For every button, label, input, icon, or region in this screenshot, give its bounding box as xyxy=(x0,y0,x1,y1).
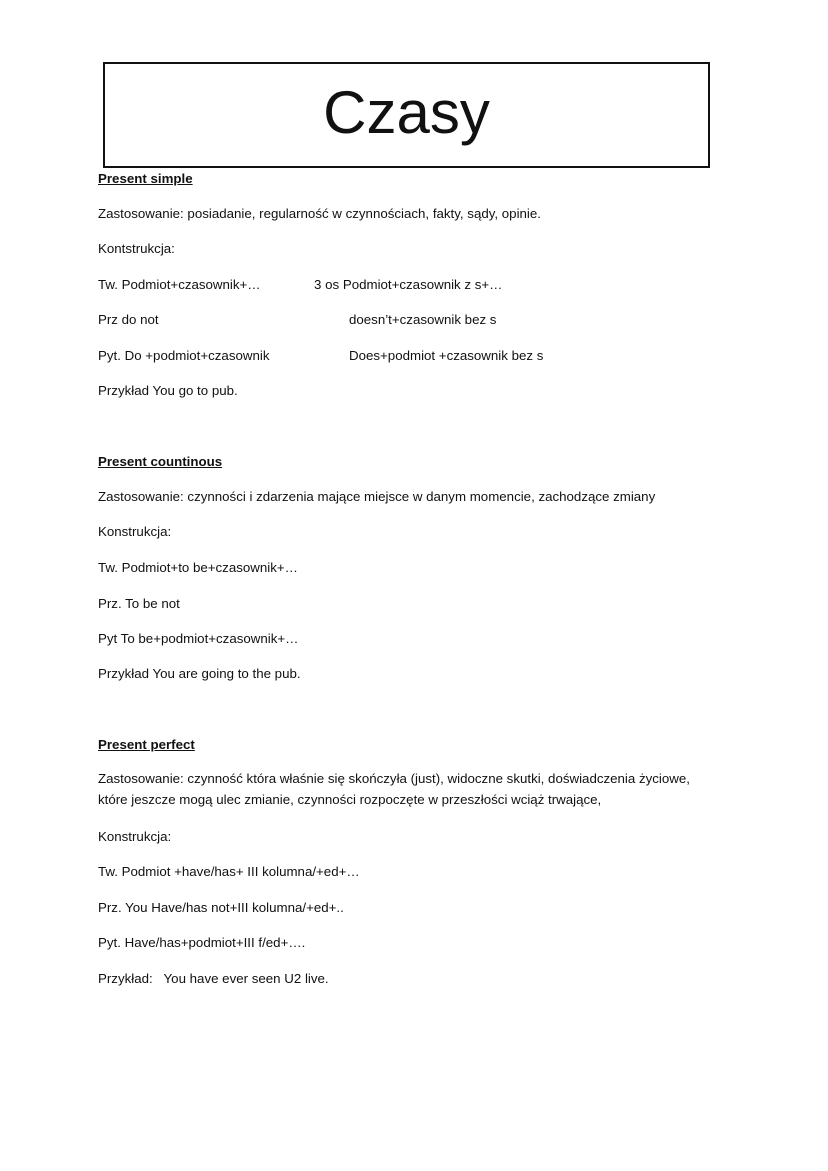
section-heading-present-simple: Present simple xyxy=(98,171,193,186)
usage-text-line-1: Zastosowanie: czynność która właśnie się skończyła (just), widoczne skutki, doświadczenia życiowe, xyxy=(98,771,690,786)
third-person-negative-rule: doesn’t+czasownik bez s xyxy=(349,312,497,327)
third-person-rule: 3 os Podmiot+czasownik z s+… xyxy=(314,277,503,292)
section-heading-present-perfect: Present perfect xyxy=(98,737,195,752)
construction-label: Kontstrukcja: xyxy=(98,241,175,256)
example-text: Przykład: You have ever seen U2 live. xyxy=(98,971,329,986)
example-text: Przykład You are going to the pub. xyxy=(98,666,301,681)
third-person-question-rule: Does+podmiot +czasownik bez s xyxy=(349,348,544,363)
section-heading-present-continuous: Present countinous xyxy=(98,454,223,469)
example-text: Przykład You go to pub. xyxy=(98,383,238,398)
construction-label: Konstrukcja: xyxy=(98,524,172,539)
construction-label: Konstrukcja: xyxy=(98,829,172,844)
usage-text-line-2: które jeszcze mogą ulec zmianie, czynności rozpoczęte w przeszłości wciąż trwające, xyxy=(98,792,602,807)
negative-rule: Prz do not xyxy=(98,312,159,327)
question-rule: Pyt. Do +podmiot+czasownik xyxy=(98,348,270,363)
question-rule: Pyt. Have/has+podmiot+III f/ed+…. xyxy=(98,935,306,950)
question-rule: Pyt To be+podmiot+czasownik+… xyxy=(98,631,299,646)
usage-text: Zastosowanie: czynności i zdarzenia mające miejsce w danym momencie, zachodzące zmiany xyxy=(98,489,656,504)
page-title: Czasy xyxy=(323,79,490,146)
title-box xyxy=(103,62,710,168)
affirmative-rule: Tw. Podmiot+to be+czasownik+… xyxy=(98,560,298,575)
affirmative-rule: Tw. Podmiot+czasownik+… xyxy=(98,277,261,292)
negative-rule: Prz. To be not xyxy=(98,596,180,611)
usage-text: Zastosowanie: posiadanie, regularność w czynnościach, fakty, sądy, opinie. xyxy=(98,206,541,221)
negative-rule: Prz. You Have/has not+III kolumna/+ed+.. xyxy=(98,900,344,915)
affirmative-rule: Tw. Podmiot +have/has+ III kolumna/+ed+… xyxy=(98,864,360,879)
